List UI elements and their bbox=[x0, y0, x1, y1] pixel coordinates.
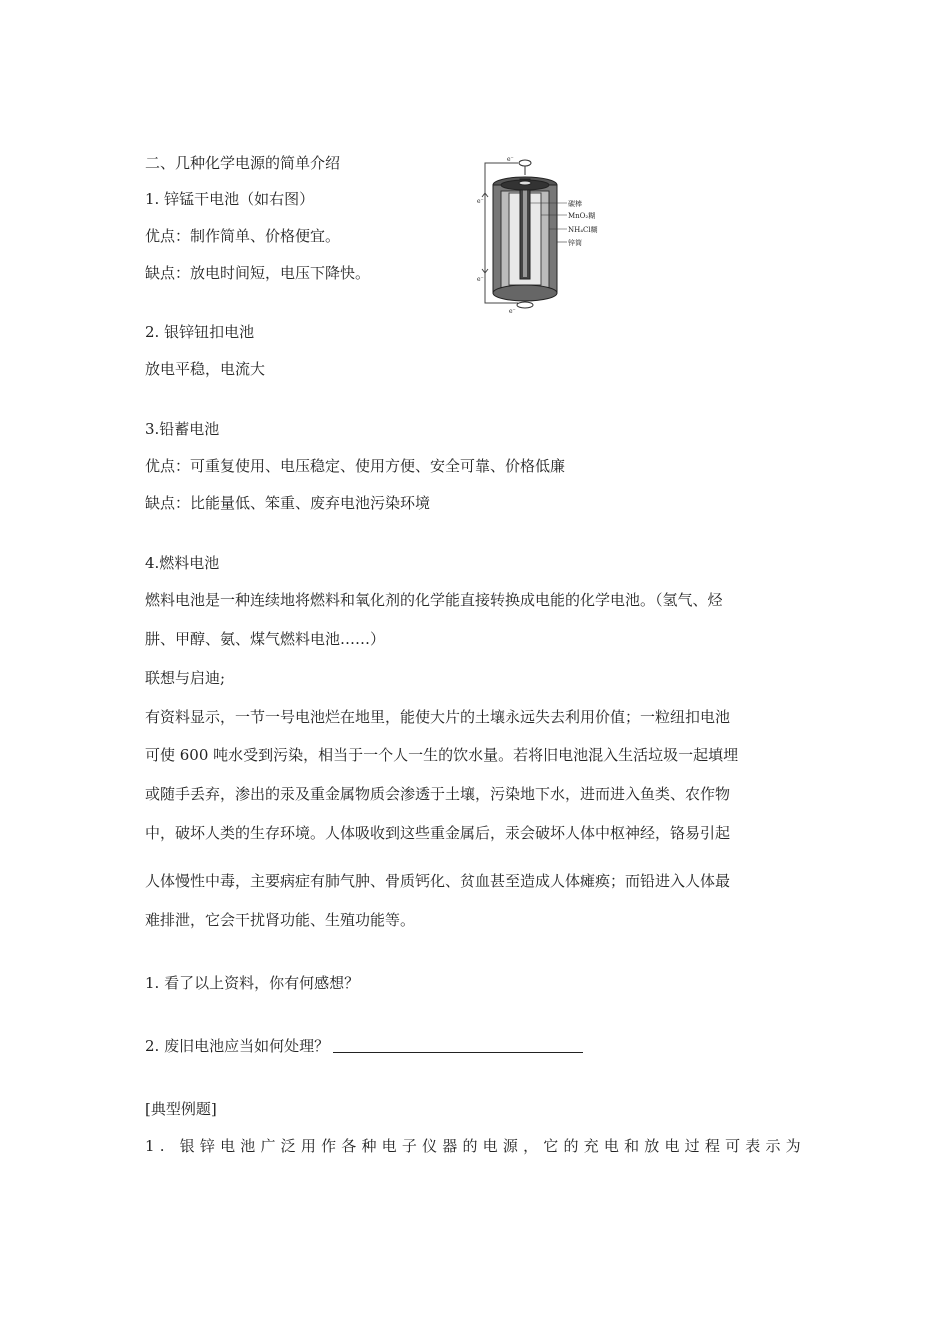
fuel-heading: 4.燃料电池 bbox=[145, 554, 220, 572]
lead-pros: 优点：可重复使用、电压稳定、使用方便、安全可靠、价格低廉 bbox=[145, 457, 566, 475]
silver-zinc-heading: 2. 银锌钮扣电池 bbox=[145, 323, 255, 341]
zinc-mn-cons: 缺点：放电时间短，电压下降快。 bbox=[145, 264, 371, 282]
section-title: 二、几种化学电源的简单介绍 bbox=[145, 154, 341, 172]
electron-label-bottom: e⁻ bbox=[509, 308, 516, 315]
fuel-line-2: 肼、甲醇、氨、煤气燃料电池……） bbox=[145, 630, 386, 648]
reflect-line: 可使 600 吨水受到污染，相当于一个人一生的饮水量。若将旧电池混入生活垃圾一起填埋 bbox=[145, 746, 739, 764]
dry-cell-diagram bbox=[473, 153, 613, 318]
question-1: 1. 看了以上资料，你有何感想？ bbox=[145, 974, 360, 992]
examples-heading: [典型例题] bbox=[145, 1100, 217, 1118]
reflect-line: 难排泄，它会干扰肾功能、生殖功能等。 bbox=[145, 911, 416, 929]
electron-label-left-top: e⁻ bbox=[477, 198, 484, 205]
zinc-mn-pros: 优点：制作简单、价格便宜。 bbox=[145, 227, 341, 245]
electron-label-left-bottom: e⁻ bbox=[477, 276, 484, 283]
lead-heading: 3.铅蓄电池 bbox=[145, 420, 220, 438]
reflect-line: 或随手丢弃，渗出的汞及重金属物质会渗透于土壤，污染地下水，进而进入鱼类、农作物 bbox=[145, 785, 731, 803]
electron-label-top: e⁻ bbox=[507, 156, 514, 163]
answer-blank bbox=[333, 1038, 583, 1053]
reflect-line: 人体慢性中毒，主要病症有肺气肿、骨质钙化、贫血甚至造成人体瘫痪；而铅进入人体最 bbox=[145, 872, 731, 890]
label-nh4cl: NH₄Cl糊 bbox=[568, 226, 598, 234]
reflect-heading: 联想与启迪; bbox=[145, 669, 226, 687]
silver-zinc-desc: 放电平稳，电流大 bbox=[145, 360, 266, 378]
example-question-1: 1. 银锌电池广泛用作各种电子仪器的电源，它的充电和放电过程可表示为 bbox=[145, 1137, 806, 1155]
question-2: 2. 废旧电池应当如何处理？ bbox=[145, 1037, 330, 1055]
reflect-line: 中，破坏人类的生存环境。人体吸收到这些重金属后，汞会破坏人体中枢神经，铬易引起 bbox=[145, 824, 731, 842]
question-2-row bbox=[145, 1036, 583, 1056]
label-zinc-can: 锌筒 bbox=[568, 239, 582, 247]
fuel-line-1: 燃料电池是一种连续地将燃料和氧化剂的化学能直接转换成电能的化学电池。（氢气、烃 bbox=[145, 591, 723, 609]
zinc-mn-heading: 1. 锌锰干电池（如右图） bbox=[145, 190, 315, 208]
lead-cons: 缺点：比能量低、笨重、废弃电池污染环境 bbox=[145, 494, 431, 512]
label-carbon-rod: 碳棒 bbox=[568, 200, 582, 208]
label-mno2: MnO₂糊 bbox=[568, 212, 596, 220]
reflect-line: 有资料显示，一节一号电池烂在地里，能使大片的土壤永远失去利用价值；一粒纽扣电池 bbox=[145, 708, 731, 726]
